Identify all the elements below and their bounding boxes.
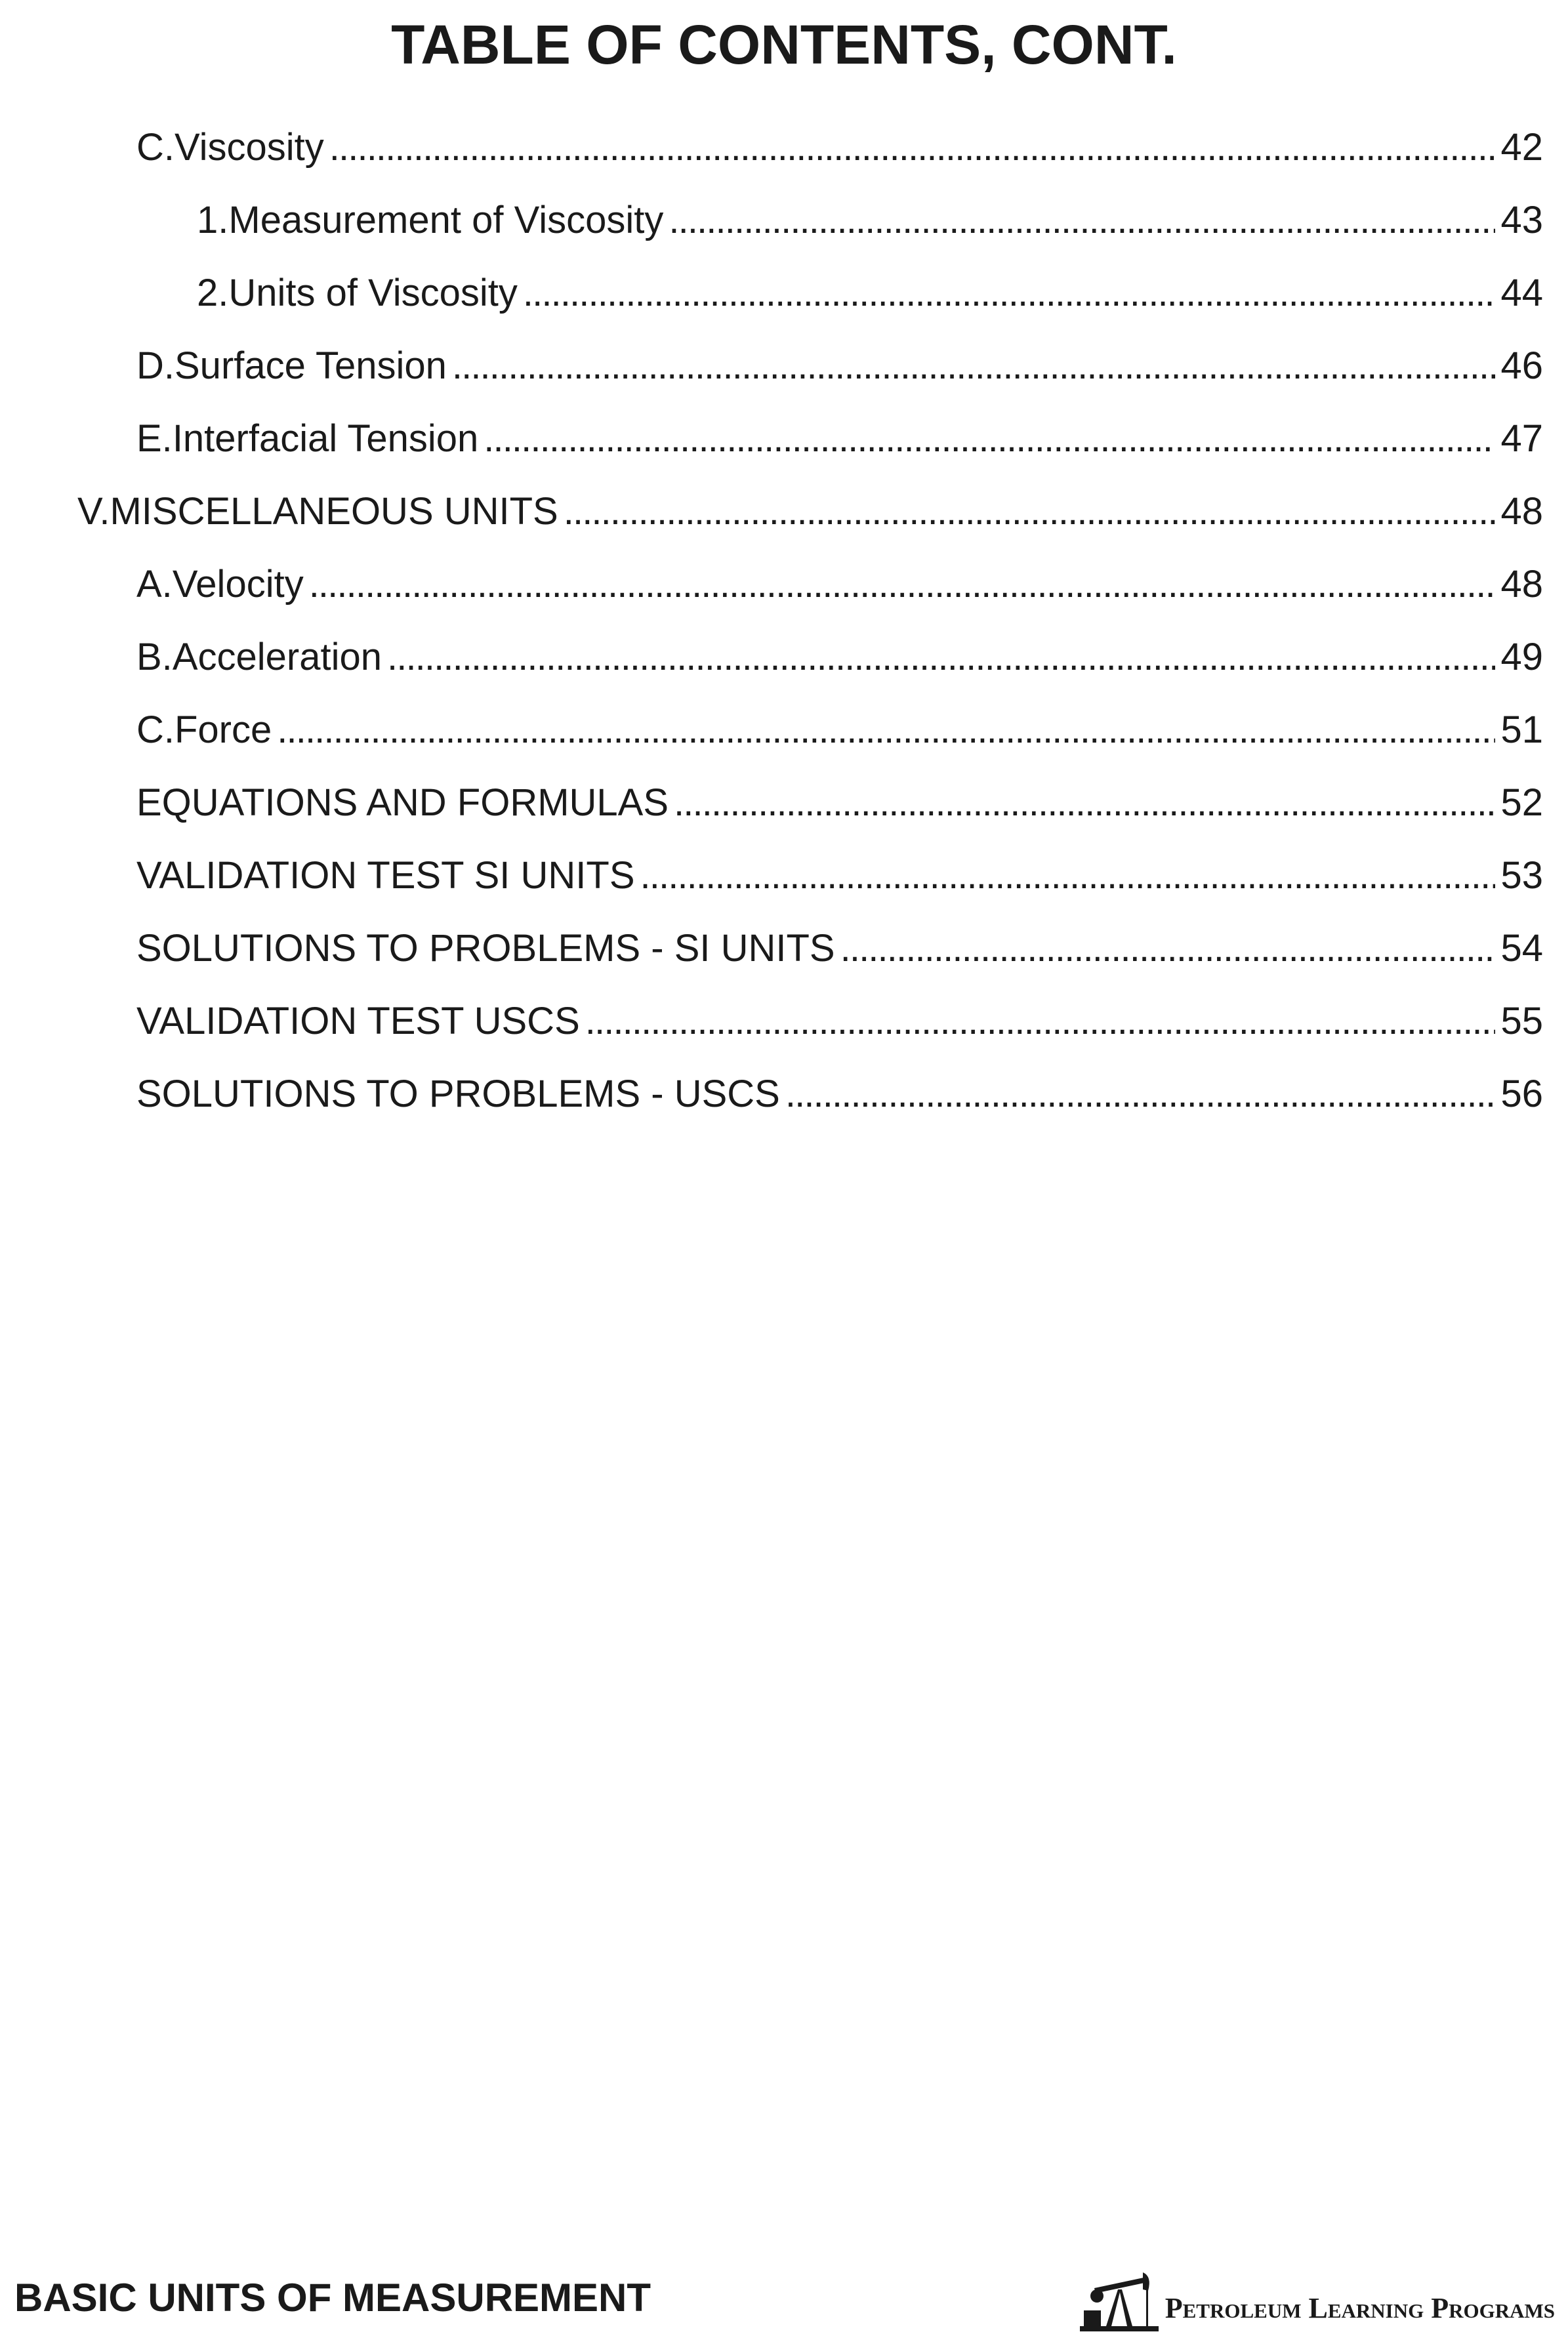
toc-entry-page-number: 48 bbox=[1500, 490, 1543, 533]
page-title: TABLE OF CONTENTS, CONT. bbox=[391, 14, 1177, 75]
toc-entry-title: EQUATIONS AND FORMULAS bbox=[136, 781, 669, 824]
toc-entry-title: Surface Tension bbox=[175, 344, 447, 387]
toc-entry-line bbox=[136, 995, 1543, 1048]
dot-leader bbox=[523, 267, 1496, 319]
toc-entry-line bbox=[77, 485, 1543, 538]
toc-entry-line bbox=[136, 558, 1543, 611]
toc-entry-line bbox=[136, 704, 1543, 756]
toc-entry-number: 1. bbox=[197, 199, 229, 241]
dot-leader bbox=[309, 558, 1496, 611]
toc-entry bbox=[0, 1068, 1568, 1141]
toc-entry bbox=[0, 558, 1568, 631]
toc-entry bbox=[0, 704, 1568, 777]
dot-leader bbox=[564, 485, 1496, 538]
toc-entry-title: Viscosity bbox=[175, 126, 324, 169]
toc-entry-title: Velocity bbox=[172, 563, 304, 605]
pumpjack-icon bbox=[1080, 2263, 1159, 2332]
dot-leader bbox=[585, 995, 1496, 1048]
toc-entry-line bbox=[136, 413, 1543, 465]
toc-entry-line bbox=[197, 194, 1543, 247]
toc-entry-page-number: 44 bbox=[1500, 272, 1543, 314]
dot-leader bbox=[785, 1068, 1496, 1120]
toc-entry-line bbox=[136, 1068, 1543, 1120]
dot-leader bbox=[674, 777, 1495, 829]
toc-entry-page-number: 56 bbox=[1500, 1073, 1543, 1115]
toc-entry-number: D. bbox=[136, 344, 175, 387]
toc-entry-page-number: 52 bbox=[1500, 781, 1543, 824]
dot-leader bbox=[840, 922, 1496, 975]
toc-entry bbox=[0, 631, 1568, 704]
toc-entry-title: Units of Viscosity bbox=[228, 272, 518, 314]
toc-entry-page-number: 47 bbox=[1500, 417, 1543, 460]
toc-entry-number: B. bbox=[136, 636, 173, 678]
toc-entry-line bbox=[136, 121, 1543, 174]
toc-entry-title: VALIDATION TEST USCS bbox=[136, 1000, 580, 1042]
toc-entry-title: Measurement of Viscosity bbox=[228, 199, 664, 241]
toc-entry-page-number: 51 bbox=[1500, 708, 1543, 751]
toc-entry-page-number: 43 bbox=[1500, 199, 1543, 241]
toc-entry-title: MISCELLANEOUS UNITS bbox=[110, 490, 558, 533]
toc-entry-page-number: 48 bbox=[1500, 563, 1543, 605]
toc-entry-title: Force bbox=[175, 708, 272, 751]
toc-entry-page-number: 54 bbox=[1500, 927, 1543, 970]
toc-entry-page-number: 42 bbox=[1500, 126, 1543, 169]
publisher-logo bbox=[1080, 2257, 1555, 2332]
toc-entry-page-number: 53 bbox=[1500, 854, 1543, 897]
toc-entry-line bbox=[136, 777, 1543, 829]
toc-entry-number: 2. bbox=[197, 272, 229, 314]
toc-entry bbox=[0, 194, 1568, 267]
publisher-name: Petroleum Learning Programs bbox=[1165, 2292, 1555, 2324]
toc-entry bbox=[0, 267, 1568, 340]
toc-entry bbox=[0, 413, 1568, 485]
dot-leader bbox=[277, 704, 1495, 756]
toc-entry bbox=[0, 922, 1568, 995]
dot-leader bbox=[484, 413, 1495, 465]
dot-leader bbox=[452, 340, 1496, 392]
toc-entry-title: SOLUTIONS TO PROBLEMS - USCS bbox=[136, 1073, 780, 1115]
toc-entry-number: A. bbox=[136, 563, 173, 605]
toc-entry bbox=[0, 485, 1568, 558]
toc-entry bbox=[0, 121, 1568, 194]
toc-entry-title: VALIDATION TEST SI UNITS bbox=[136, 854, 635, 897]
toc-entry-line bbox=[197, 267, 1543, 319]
dot-leader bbox=[640, 850, 1496, 902]
toc-entry bbox=[0, 777, 1568, 850]
toc-entry bbox=[0, 995, 1568, 1068]
dot-leader bbox=[669, 194, 1495, 247]
toc-entry-line bbox=[136, 631, 1543, 684]
toc-entry-page-number: 46 bbox=[1500, 344, 1543, 387]
toc-entry-number: V. bbox=[77, 490, 110, 533]
toc-entry bbox=[0, 850, 1568, 922]
toc-entry-line bbox=[136, 922, 1543, 975]
toc-entry-number: C. bbox=[136, 126, 175, 169]
toc-entry-line bbox=[136, 850, 1543, 902]
toc-entry-page-number: 49 bbox=[1500, 636, 1543, 678]
toc-entry-line bbox=[136, 340, 1543, 392]
toc-entry bbox=[0, 340, 1568, 413]
footer-book-title: BASIC UNITS OF MEASUREMENT bbox=[14, 2276, 651, 2320]
toc-entry-title: SOLUTIONS TO PROBLEMS - SI UNITS bbox=[136, 927, 835, 970]
table-of-contents bbox=[0, 121, 1568, 1141]
toc-entry-page-number: 55 bbox=[1500, 1000, 1543, 1042]
toc-entry-title: Interfacial Tension bbox=[172, 417, 479, 460]
toc-entry-number: E. bbox=[136, 417, 173, 460]
toc-entry-title: Acceleration bbox=[172, 636, 382, 678]
dot-leader bbox=[387, 631, 1496, 684]
dot-leader bbox=[329, 121, 1496, 174]
toc-entry-number: C. bbox=[136, 708, 175, 751]
